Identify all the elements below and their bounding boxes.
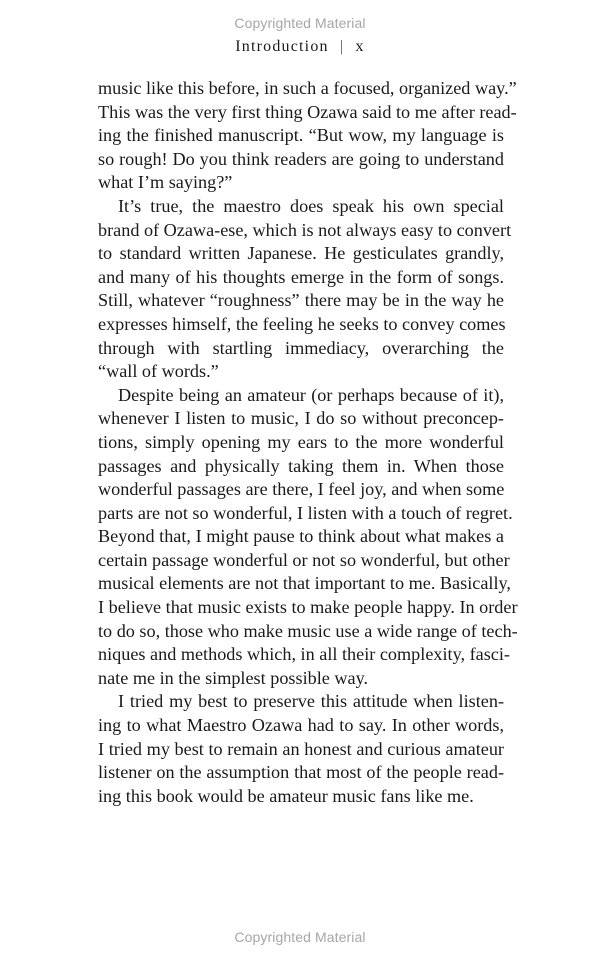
text-line: passages and physically taking them in. When those: [98, 455, 504, 476]
text-line: to do so, those who make music use a wide range of tech-: [98, 620, 518, 641]
text-line: ing the finished manuscript. “But wow, my language is: [98, 125, 504, 146]
paragraph: [98, 690, 504, 808]
text-line: nate me in the simplest possible way.: [98, 667, 369, 688]
text-line: tions, simply opening my ears to the more wonderful: [98, 431, 504, 452]
paragraph: [98, 77, 517, 195]
text-line: expresses himself, the feeling he seeks to convey comes: [98, 313, 506, 334]
text-line: what I’m saying?”: [98, 172, 233, 193]
text-line: I believe that music exists to make people happy. In order: [98, 597, 518, 618]
text-line: It’s true, the maestro does speak his own special: [118, 195, 504, 216]
text-line: listener on the assumption that most of the people read-: [98, 762, 504, 783]
paragraph: [98, 384, 518, 691]
text-line: This was the very first thing Ozawa said to me after read-: [98, 101, 517, 122]
text-line: and many of his thoughts emerge in the form of songs.: [98, 266, 504, 287]
text-line: through with startling immediacy, overarching the: [98, 337, 504, 358]
paragraph: [98, 195, 512, 384]
text-line: whenever I listen to music, I do so without preconcep-: [98, 408, 504, 429]
copyright-watermark-bottom: Copyrighted Material: [234, 929, 366, 945]
text-line: I tried my best to preserve this attitude when listen-: [118, 691, 504, 712]
header-separator: |: [339, 38, 345, 55]
text-line: Despite being an amateur (or perhaps because of it),: [118, 384, 504, 405]
text-line: Beyond that, I might pause to think about what makes a: [98, 526, 504, 547]
text-line: “wall of words.”: [98, 361, 219, 382]
page-number: x: [355, 38, 365, 55]
text-line: parts are not so wonderful, I listen with a touch of regret.: [98, 502, 513, 523]
copyright-watermark-top: Copyrighted Material: [234, 15, 366, 31]
text-line: I tried my best to remain an honest and curious amateur: [98, 738, 504, 759]
body-text: [98, 77, 518, 808]
text-line: brand of Ozawa-ese, which is not always easy to convert: [98, 219, 512, 240]
text-line: certain passage wonderful or not so wonderful, but other: [98, 549, 510, 570]
running-head: [0, 38, 600, 56]
chapter-title: Introduction: [235, 38, 329, 55]
text-line: niques and methods which, in all their complexity, fasci-: [98, 644, 510, 665]
text-line: ing to what Maestro Ozawa had to say. In other words,: [98, 715, 504, 736]
text-line: wonderful passages are there, I feel joy, and when some: [98, 479, 505, 500]
text-line: ing this book would be amateur music fans like me.: [98, 785, 474, 806]
text-line: so rough! Do you think readers are going to understand: [98, 148, 504, 169]
text-line: musical elements are not that important to me. Basically,: [98, 573, 511, 594]
text-line: to standard written Japanese. He gesticulates grandly,: [98, 243, 504, 264]
text-line: Still, whatever “roughness” there may be in the way he: [98, 290, 504, 311]
text-line: music like this before, in such a focused, organized way.”: [98, 78, 517, 98]
